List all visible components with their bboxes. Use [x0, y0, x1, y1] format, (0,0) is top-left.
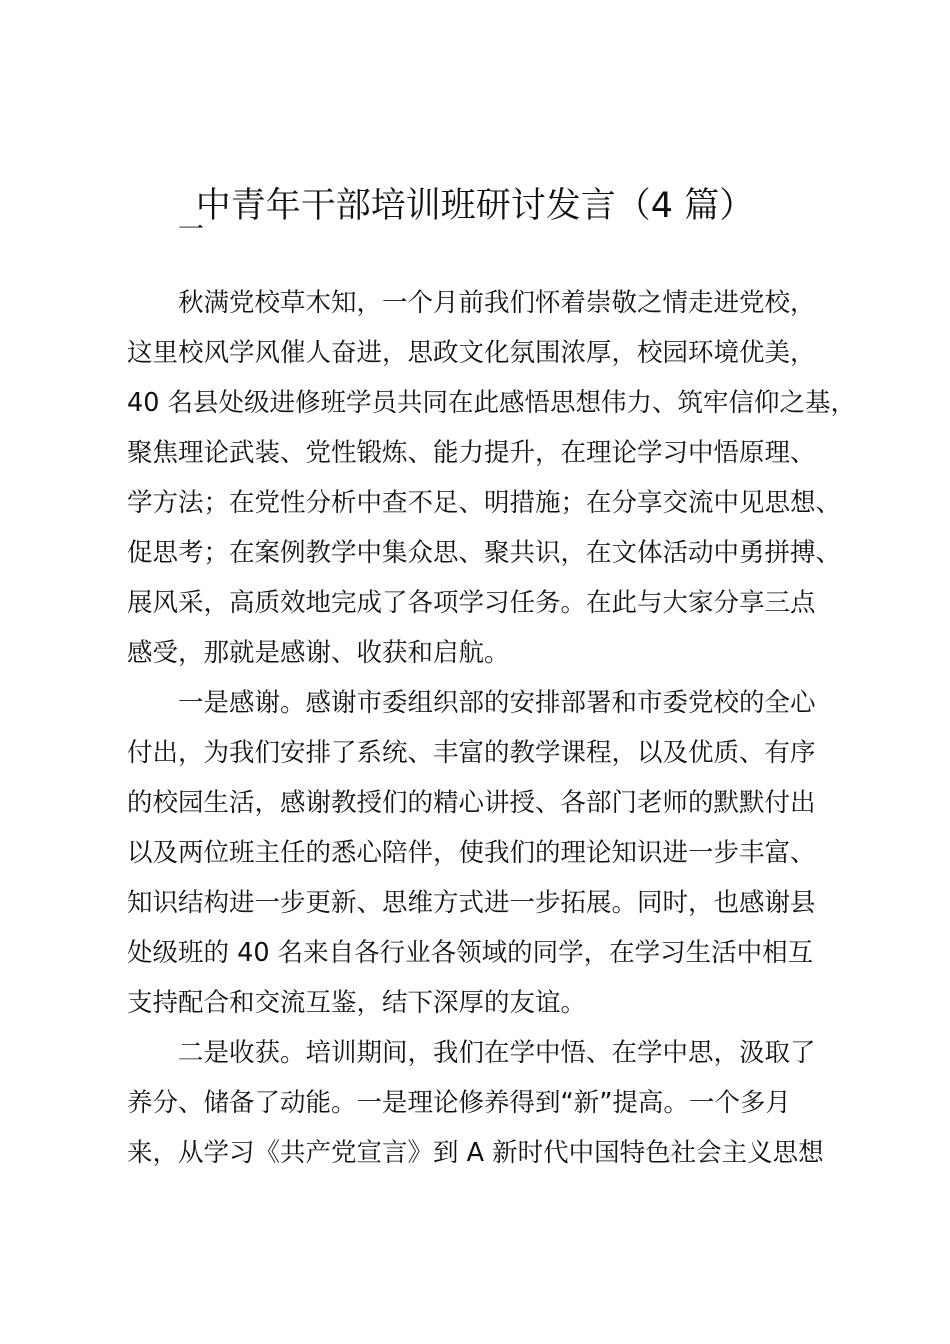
paragraph-line: 的校园生活，感谢教授们的精心讲授、各部门老师的默默付出: [127, 788, 816, 818]
paragraph-line: 秋满党校草木知，一个月前我们怀着崇敬之情走进党校，: [127, 288, 816, 318]
paragraph-line: 付出，为我们安排了系统、丰富的教学课程，以及优质、有序: [127, 738, 816, 768]
document-title: 中青年干部培训班研讨发言（4 篇）: [195, 186, 755, 226]
paragraph-line: 二是收获。培训期间，我们在学中悟、在学中思，汲取了: [127, 1038, 816, 1068]
paragraph-line: 展风采，高质效地完成了各项学习任务。在此与大家分享三点: [127, 588, 816, 618]
paragraph-line: 一是感谢。感谢市委组织部的安排部署和市委党校的全心: [127, 688, 816, 718]
paragraph-line: 养分、储备了动能。一是理论修养得到“新”提高。一个多月: [127, 1088, 791, 1118]
paragraph-line: 知识结构进一步更新、思维方式进一步拓展。同时，也感谢县: [127, 888, 816, 918]
paragraph-line: 聚焦理论武装、党性锻炼、能力提升，在理论学习中悟原理、: [127, 438, 816, 468]
paragraph-line: 支持配合和交流互鉴，结下深厚的友谊。: [127, 988, 587, 1018]
paragraph-line: 这里校风学风催人奋进，思政文化氛围浓厚，校园环境优美，: [127, 338, 816, 368]
paragraph-line: 处级班的 40 名来自各行业各领域的同学，在学习生活中相互: [127, 938, 814, 968]
section-heading: 一: [178, 215, 205, 245]
paragraph-line: 学方法；在党性分析中查不足、明措施；在分享交流中见思想、: [127, 488, 842, 518]
paragraph-line: 感受，那就是感谢、收获和启航。: [127, 638, 510, 668]
paragraph-line: 来，从学习《共产党宣言》到 A 新时代中国特色社会主义思想: [127, 1138, 824, 1168]
paragraph-line: 以及两位班主任的悉心陪伴，使我们的理论知识进一步丰富、: [127, 838, 816, 868]
paragraph-line: 40 名县处级进修班学员共同在此感悟思想伟力、筑牢信仰之基，: [127, 388, 857, 418]
paragraph-line: 促思考；在案例教学中集众思、聚共识，在文体活动中勇拼搏、: [127, 538, 842, 568]
